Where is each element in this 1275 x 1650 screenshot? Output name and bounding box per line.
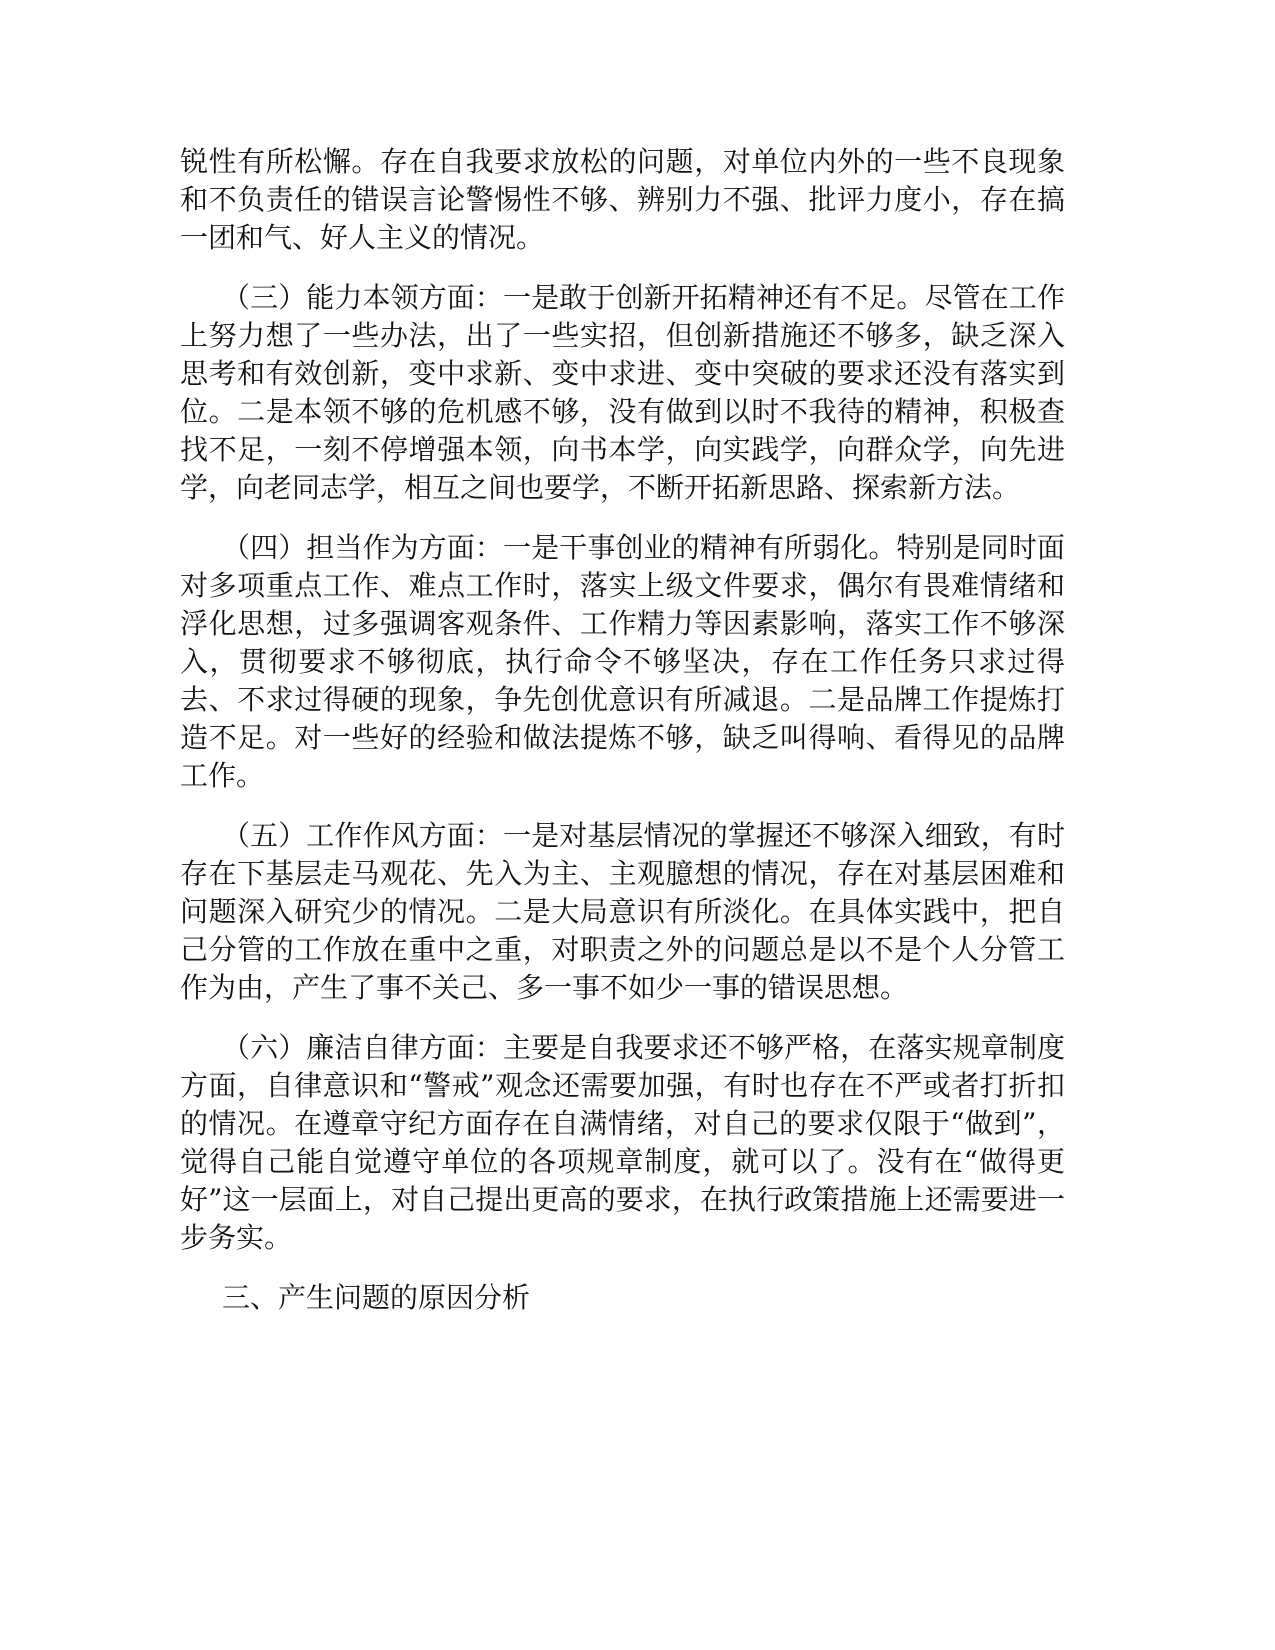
paragraph-work-style: （五）工作作风方面：一是对基层情况的掌握还不够深入细致，有时存在下基层走马观花、先入为主、主观臆想的情况，存在对基层困难和问题深入研究少的情况。二是大局意识有所淡化。在具体实践中，把自己分管的工作放在重中之重，对职责之外的问题总是以不是个人分管工作为由，产生了事不关己、多一事不如少一事的错误思想。 <box>180 819 1065 1004</box>
section-heading: 三、产生问题的原因分析 <box>222 1281 531 1314</box>
paragraph-ability: （三）能力本领方面：一是敢于创新开拓精神还有不足。尽管在工作上努力想了一些办法，出了一些实招，但创新措施还不够多，缺乏深入思考和有效创新，变中求新、变中求进、变中突破的要求还没有落实到位。二是本领不够的危机感不够，没有做到以时不我待的精神，积极查找不足，一刻不停增强本领，向书本学，向实践学，向群众学，向先进学，向老同志学，相互之间也要学，不断开拓新思路、探索新方法。 <box>180 281 1065 504</box>
paragraph-integrity: （六）廉洁自律方面：主要是自我要求还不够严格，在落实规章制度方面，自律意识和“警戒”观念还需要加强，有时也存在不严或者打折扣的情况。在遵章守纪方面存在自满情绪，对自己的要求仅限于“做到”，觉得自己能自觉遵守单位的各项规章制度，就可以了。没有在“做得更好”这一层面上，对自己提出更高的要求，在执行政策措施上还需要进一步务实。 <box>180 1031 1065 1254</box>
paragraph-responsibility: （四）担当作为方面：一是干事创业的精神有所弱化。特别是同时面对多项重点工作、难点工作时，落实上级文件要求，偶尔有畏难情绪和浮化思想，过多强调客观条件、工作精力等因素影响，落实工作不够深入，贯彻要求不够彻底，执行命令不够坚决，存在工作任务只求过得去、不求过得硬的现象，争先创优意识有所减退。二是品牌工作提炼打造不足。对一些好的经验和做法提炼不够，缺乏叫得响、看得见的品牌工作。 <box>180 531 1065 792</box>
paragraph-continuation: 锐性有所松懈。存在自我要求放松的问题，对单位内外的一些不良现象和不负责任的错误言论警惕性不够、辨别力不强、批评力度小，存在搞一团和气、好人主义的情况。 <box>180 145 1065 254</box>
document-body <box>180 143 1065 1317</box>
